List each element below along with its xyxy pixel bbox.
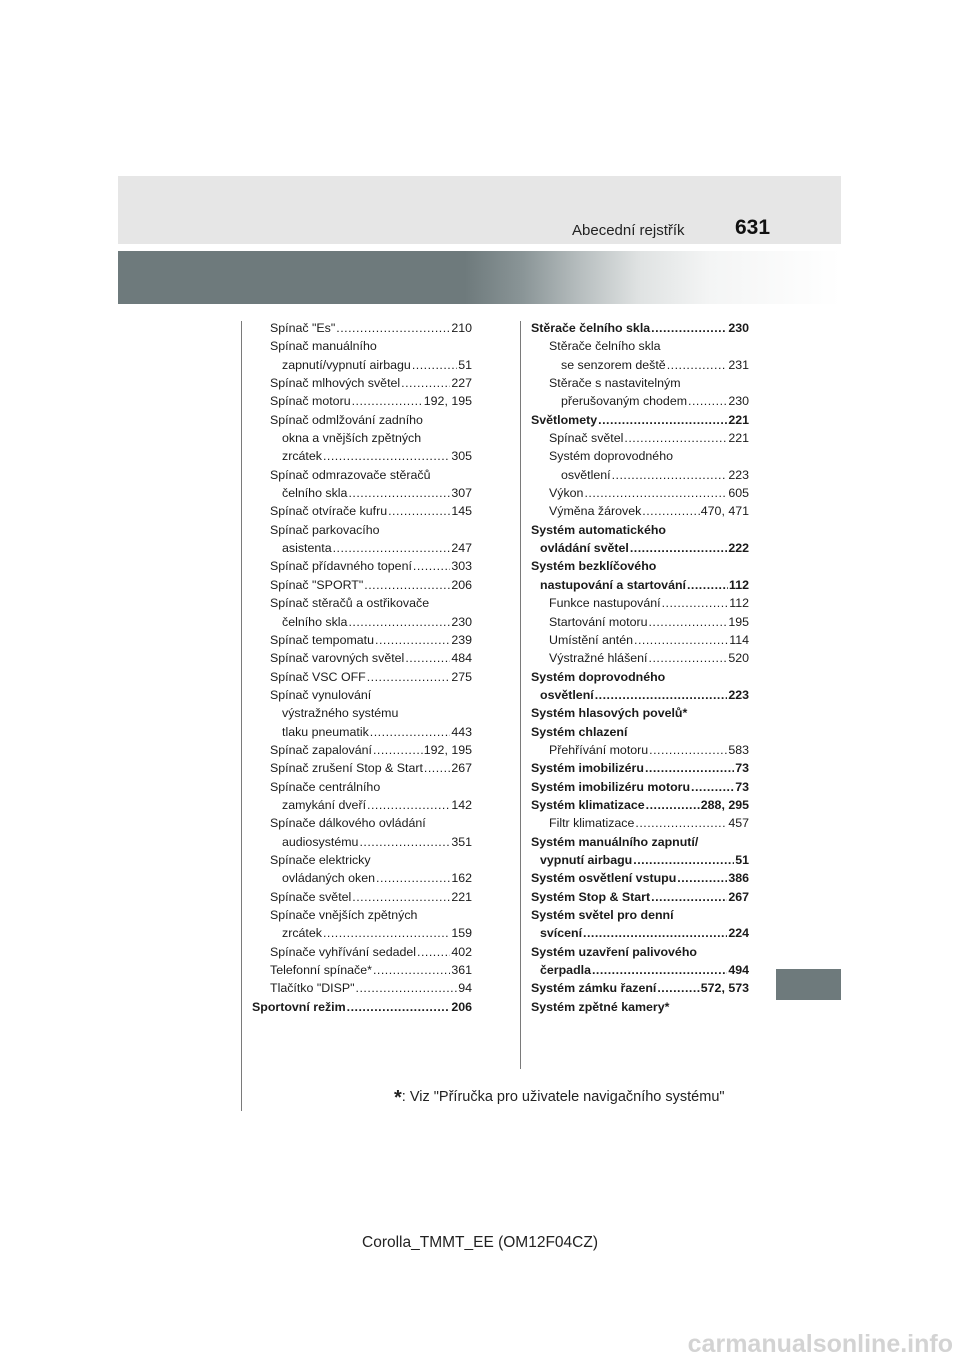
index-entry (531, 576, 749, 594)
index-entry-term: Systém osvětlení vstupu (531, 871, 677, 886)
index-entry (531, 686, 749, 704)
index-entry (252, 704, 472, 722)
index-entry (531, 723, 749, 741)
index-entry-term: audiosystému (282, 834, 359, 849)
index-entry-page: 192, 195 (423, 394, 472, 409)
section-title: Abecední rejstřík (572, 222, 685, 239)
dot-leader (336, 319, 450, 337)
dot-leader (348, 484, 450, 502)
dot-leader (347, 998, 451, 1016)
index-entry-term: zrcátek (282, 449, 322, 464)
index-entry-term: tlaku pneumatik (282, 724, 369, 739)
index-entry (252, 869, 472, 887)
dot-leader (642, 502, 699, 520)
index-entry-page: 307 (451, 486, 472, 501)
index-entry-page: 224 (728, 926, 749, 941)
index-entry-page: 94 (458, 981, 472, 996)
index-entry-page: 605 (728, 486, 749, 501)
index-entry (252, 888, 472, 906)
index-entry-term: Spínač odmrazovače stěračů (270, 467, 431, 482)
index-entry (531, 557, 749, 575)
index-entry-term: zapnutí/vypnutí airbagu (282, 357, 411, 372)
index-entry-term: Systém imobilizéru motoru (531, 779, 691, 794)
dot-leader (323, 447, 450, 465)
index-entry (531, 998, 749, 1016)
index-entry-term: Systém chlazení (531, 724, 628, 739)
index-entry-page: 222 (728, 541, 749, 556)
index-entry-term: Spínač stěračů a ostřikovače (270, 596, 430, 611)
index-entry-term: Systém doprovodného (549, 449, 673, 464)
index-entry-term: Spínač "SPORT" (270, 577, 364, 592)
dot-leader (633, 851, 734, 869)
index-entry-term: Systém manuálního zapnutí/ (531, 834, 699, 849)
index-entry (531, 466, 749, 484)
index-entry-page: 239 (451, 632, 472, 647)
index-entry (252, 668, 472, 686)
index-entry (531, 833, 749, 851)
index-entry-page: 73 (735, 761, 749, 776)
index-entry (252, 356, 472, 374)
index-entry-term: Sportovní režim (252, 999, 346, 1014)
index-entry (531, 539, 749, 557)
index-entry-term: osvětlení (561, 467, 611, 482)
index-entry-page: 112 (729, 596, 749, 611)
dot-leader (417, 943, 450, 961)
index-entry (531, 796, 749, 814)
index-entry (252, 429, 472, 447)
index-entry-page: 484 (451, 651, 472, 666)
index-entry-term: Funkce nastupování (549, 596, 661, 611)
index-entry-term: vypnutí airbagu (540, 852, 633, 867)
index-entry-term: Telefonní spínače* (270, 963, 372, 978)
index-entry-page: 267 (451, 761, 472, 776)
dot-leader (635, 814, 727, 832)
index-entry-page: 230 (451, 614, 472, 629)
index-entry-page: 73 (735, 779, 749, 794)
index-entry-page: 114 (729, 632, 749, 647)
index-entry (531, 484, 749, 502)
index-entry (252, 466, 472, 484)
index-entry-page: 572, 573 (700, 981, 749, 996)
index-entry-term: Systém zpětné kamery* (531, 999, 670, 1014)
index-entry (252, 906, 472, 924)
index-entry (252, 447, 472, 465)
dot-leader (649, 741, 727, 759)
index-entry (252, 392, 472, 410)
index-entry-page: 361 (451, 963, 472, 978)
watermark-text: carmanualsonline.info (687, 1330, 953, 1358)
index-entry-term: Stěrače čelního skla (549, 339, 661, 354)
footnote (394, 1087, 725, 1110)
document-id: Corolla_TMMT_EE (OM12F04CZ) (362, 1234, 598, 1251)
index-entry (531, 521, 749, 539)
index-entry-page: 206 (451, 999, 472, 1014)
index-entry-term: Systém uzavření palivového (531, 944, 697, 959)
header-gradient-bar (118, 251, 841, 304)
left-margin-rule (241, 321, 242, 1111)
index-entry-term: Systém imobilizéru (531, 761, 644, 776)
header-band (118, 176, 841, 244)
dot-leader (413, 557, 450, 575)
index-entry (252, 961, 472, 979)
page-number: 631 (735, 216, 771, 239)
footnote-text: : Viz "Příručka pro uživatele navigačního systému" (401, 1089, 725, 1105)
dot-leader (645, 759, 734, 777)
index-entry (252, 649, 472, 667)
dot-leader (359, 833, 450, 851)
index-entry-term: Spínače vnějších zpětných (270, 908, 418, 922)
dot-leader (333, 539, 451, 557)
index-entry (531, 778, 749, 796)
index-entry (252, 924, 472, 942)
index-entry-term: Umístění antén (549, 632, 634, 647)
index-entry-page: 51 (458, 357, 472, 372)
index-entry-page: 159 (451, 926, 472, 941)
index-entry-term: zrcátek (282, 926, 322, 941)
index-entry (531, 631, 749, 649)
index-entry-page: 227 (451, 376, 472, 391)
index-entry-term: Světlomety (531, 412, 598, 427)
index-entry-page: 494 (728, 963, 749, 978)
dot-leader (592, 961, 727, 979)
dot-leader (375, 631, 450, 649)
dot-leader (667, 356, 728, 374)
index-entry-term: Spínač otvírače kufru (270, 504, 388, 519)
index-entry (252, 374, 472, 392)
index-entry-term: Spínač parkovacího (270, 522, 380, 537)
index-entry (252, 851, 472, 869)
dot-leader (376, 869, 450, 887)
dot-leader (691, 778, 734, 796)
index-entry-term: Spínače elektricky (270, 852, 371, 867)
index-entry (531, 924, 749, 942)
index-entry (252, 979, 472, 997)
index-entry-page: 230 (728, 394, 749, 409)
index-entry (531, 649, 749, 667)
index-entry-page: 210 (451, 321, 472, 335)
dot-leader (373, 741, 423, 759)
dot-leader (688, 392, 727, 410)
index-entry-page: 223 (728, 467, 749, 482)
index-entry (531, 356, 749, 374)
dot-leader (649, 649, 728, 667)
index-entry-page: 275 (451, 669, 472, 684)
dot-leader (583, 924, 727, 942)
dot-leader (367, 668, 451, 686)
index-entry-term: Výstražné hlášení (549, 651, 648, 666)
index-entry-term: osvětlení (540, 687, 594, 702)
index-column-left (252, 319, 472, 1016)
index-entry-page: 223 (728, 687, 749, 702)
index-entry-page: 247 (451, 541, 472, 556)
dot-leader (624, 429, 727, 447)
index-entry-term: Systém klimatizace (531, 797, 645, 812)
index-entry-term: Spínač "Es" (270, 321, 336, 335)
dot-leader (356, 979, 458, 997)
index-entry (531, 869, 749, 887)
index-entry-term: Spínač motoru (270, 394, 351, 409)
index-entry (531, 502, 749, 520)
index-entry (252, 723, 472, 741)
index-entry (531, 759, 749, 777)
index-entry-term: Systém bezklíčového (531, 559, 657, 574)
index-entry (252, 796, 472, 814)
index-entry (531, 319, 749, 337)
index-entry-term: Spínač mlhových světel (270, 376, 401, 391)
index-entry (531, 961, 749, 979)
dot-leader (364, 576, 450, 594)
dot-leader (657, 979, 699, 997)
index-entry-term: asistenta (282, 541, 332, 556)
index-entry-term: Tlačítko "DISP" (270, 981, 355, 996)
index-entry-term: výstražného systému (282, 706, 399, 721)
index-entry-term: Spínač světel (549, 431, 624, 446)
index-entry-page: 221 (728, 431, 749, 446)
dot-leader (405, 649, 450, 667)
index-entry-page: 457 (728, 816, 749, 831)
index-entry-term: Výměna žárovek (549, 504, 642, 519)
index-entry-term: Výkon (549, 486, 584, 501)
index-entry (252, 502, 472, 520)
index-entry-term: se senzorem deště (561, 357, 666, 372)
index-entry-term: nastupování a startování (540, 577, 686, 592)
dot-leader (598, 411, 727, 429)
index-entry (252, 319, 472, 337)
index-entry (252, 814, 472, 832)
dot-leader (595, 686, 728, 704)
index-entry-term: Spínač varovných světel (270, 651, 405, 666)
index-entry-term: Spínač tempomatu (270, 632, 375, 647)
index-entry-page: 520 (728, 651, 749, 666)
index-entry-term: Startování motoru (549, 614, 648, 629)
dot-leader (367, 796, 450, 814)
index-entry-term: Spínače vyhřívání sedadel (270, 944, 417, 959)
index-entry (252, 594, 472, 612)
index-entry (531, 814, 749, 832)
dot-leader (651, 319, 727, 337)
dot-leader (388, 502, 450, 520)
index-entry-term: čelního skla (282, 486, 348, 501)
index-entry-term: Stěrače s nastavitelným (549, 376, 681, 391)
dot-leader (662, 594, 729, 612)
index-entry (531, 613, 749, 631)
index-entry-term: ovládání světel (540, 541, 629, 556)
index-entry-term: Systém Stop & Start (531, 889, 651, 904)
index-column-right (531, 319, 749, 1016)
dot-leader (323, 924, 450, 942)
index-entry-term: Spínač vynulování (270, 687, 372, 702)
index-side-tab (776, 969, 841, 1000)
index-entry (531, 943, 749, 961)
index-entry (252, 613, 472, 631)
dot-leader (352, 392, 423, 410)
index-entry-page: 192, 195 (423, 742, 472, 757)
dot-leader (373, 961, 450, 979)
index-entry (531, 704, 749, 722)
index-entry (252, 943, 472, 961)
index-entry (531, 668, 749, 686)
index-entry-page: 303 (451, 559, 472, 574)
index-entry (531, 392, 749, 410)
index-entry-term: Filtr klimatizace (549, 816, 635, 831)
index-entry (252, 484, 472, 502)
index-entry (531, 594, 749, 612)
index-entry-term: Spínač odmlžování zadního (270, 412, 423, 427)
index-entry-term: Spínač přídavného topení (270, 559, 412, 574)
index-entry-page: 351 (451, 834, 472, 849)
dot-leader (651, 888, 727, 906)
index-entry-term: Spínače centrálního (270, 779, 381, 794)
index-entry-term: Stěrače čelního skla (531, 321, 651, 335)
index-entry-page: 288, 295 (700, 797, 749, 812)
index-entry-term: Systém zámku řazení (531, 981, 657, 996)
index-entry-term: Spínač zapalování (270, 742, 372, 757)
index-entry (531, 447, 749, 465)
index-entry (252, 759, 472, 777)
index-entry-term: Systém automatického (531, 522, 666, 537)
index-entry (531, 374, 749, 392)
index-entry-page: 583 (728, 742, 749, 757)
index-entry-term: čerpadla (540, 963, 591, 978)
index-entry-term: Systém hlasových povelů* (531, 706, 688, 721)
index-entry-page: 142 (451, 797, 472, 812)
index-entry-page: 305 (451, 449, 472, 464)
dot-leader (648, 613, 727, 631)
index-entry (252, 576, 472, 594)
index-entry-term: Systém doprovodného (531, 669, 666, 684)
index-entry-page: 230 (728, 321, 749, 335)
index-entry-term: Přehřívání motoru (549, 742, 649, 757)
index-entry (531, 851, 749, 869)
index-entry-term: okna a vnějších zpětných (282, 431, 422, 446)
index-entry (531, 411, 749, 429)
index-entry (531, 906, 749, 924)
dot-leader (424, 759, 450, 777)
index-entry-page: 386 (728, 871, 749, 886)
dot-leader (687, 576, 728, 594)
dot-leader (348, 613, 450, 631)
column-divider (520, 321, 521, 1069)
index-entry (252, 998, 472, 1016)
index-entry (252, 557, 472, 575)
dot-leader (352, 888, 450, 906)
index-entry (252, 741, 472, 759)
index-entry (531, 337, 749, 355)
index-entry-page: 443 (451, 724, 472, 739)
dot-leader (612, 466, 728, 484)
index-entry-page: 402 (451, 944, 472, 959)
dot-leader (646, 796, 700, 814)
index-entry (252, 686, 472, 704)
dot-leader (584, 484, 727, 502)
index-entry-term: Systém světel pro denní (531, 908, 674, 922)
dot-leader (401, 374, 450, 392)
index-entry-page: 221 (451, 889, 472, 904)
dot-leader (677, 869, 727, 887)
index-entry-page: 162 (451, 871, 472, 886)
index-entry (252, 778, 472, 796)
index-entry-page: 267 (728, 889, 749, 904)
index-entry-term: Spínač manuálního (270, 339, 377, 354)
index-entry-term: Spínače dálkového ovládání (270, 816, 426, 831)
dot-leader (634, 631, 728, 649)
index-entry (531, 741, 749, 759)
index-entry-term: zamykání dveří (282, 797, 367, 812)
index-entry (531, 429, 749, 447)
index-entry-page: 195 (728, 614, 749, 629)
index-entry-term: Spínače světel (270, 889, 352, 904)
index-entry-page: 231 (728, 357, 749, 372)
index-entry-term: přerušovaným chodem (561, 394, 688, 409)
index-entry-page: 470, 471 (700, 504, 749, 519)
index-entry-term: svícení (540, 926, 583, 941)
index-entry (252, 521, 472, 539)
dot-leader (630, 539, 727, 557)
index-entry (252, 539, 472, 557)
index-entry (252, 411, 472, 429)
index-entry-term: čelního skla (282, 614, 348, 629)
index-entry-page: 112 (729, 577, 749, 592)
index-entry (252, 631, 472, 649)
index-entry (252, 833, 472, 851)
index-entry-page: 145 (451, 504, 472, 519)
index-entry (252, 337, 472, 355)
index-entry (531, 979, 749, 997)
index-entry (531, 888, 749, 906)
dot-leader (412, 356, 457, 374)
index-entry-term: Spínač VSC OFF (270, 669, 366, 684)
footnote-marker: * (394, 1087, 402, 1109)
index-entry-term: Spínač zrušení Stop & Start (270, 761, 423, 776)
dot-leader (370, 723, 451, 741)
index-entry-page: 206 (451, 577, 472, 592)
index-entry-page: 51 (735, 852, 749, 867)
index-entry-page: 221 (728, 412, 749, 427)
index-entry-term: ovládaných oken (282, 871, 375, 886)
